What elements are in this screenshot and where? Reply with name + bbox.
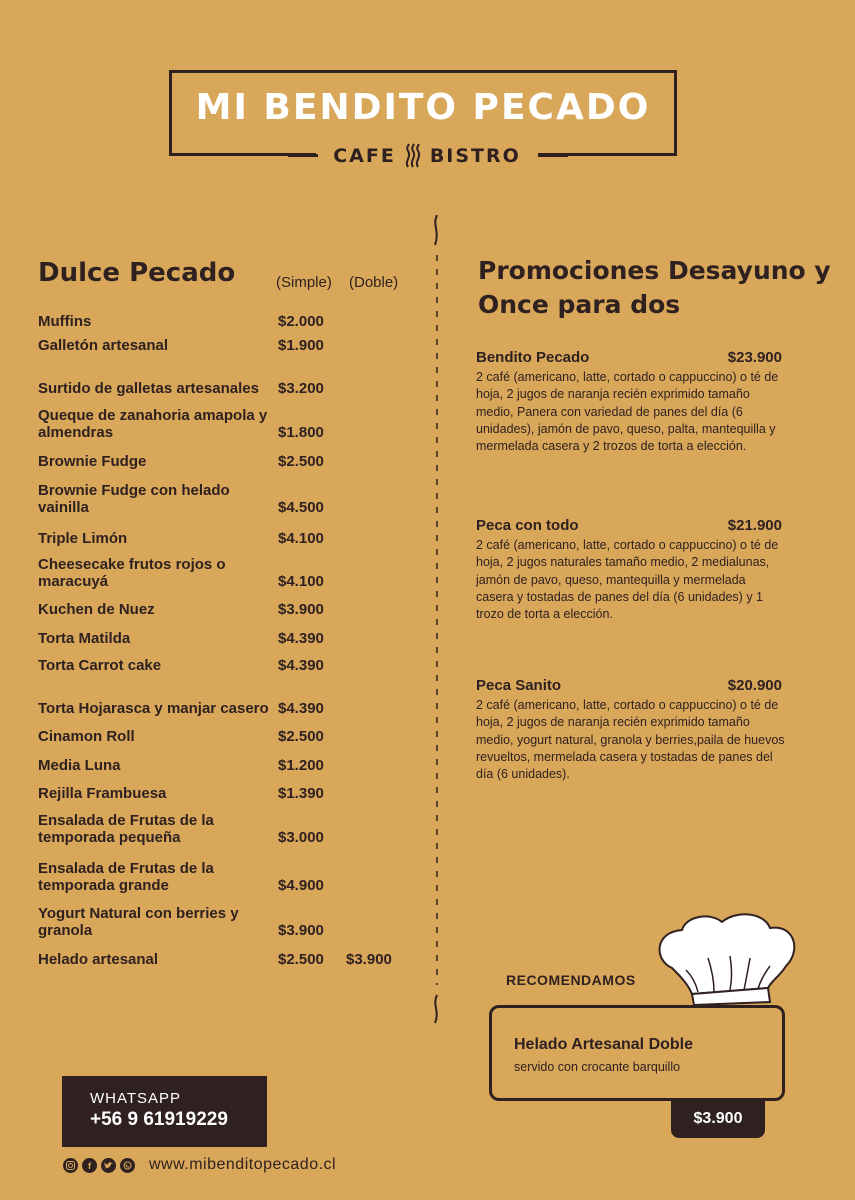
recommend-box [489, 1005, 785, 1101]
item-price-simple: $2.000 [278, 313, 324, 330]
logo-title: MI BENDITO PECADO [195, 87, 651, 128]
item-name: Helado artesanal [38, 951, 159, 968]
item-name: Queque de zanahoria amapola y almendras [38, 407, 268, 441]
menu-item [38, 782, 418, 802]
item-name: Surtido de galletas artesanales [38, 380, 259, 397]
item-price-simple: $4.100 [278, 573, 324, 590]
dulce-pecado-title: Dulce Pecado [38, 258, 236, 288]
chef-hat-icon [652, 910, 802, 1005]
promo-price: $20.900 [727, 677, 782, 694]
logo-subtitle [316, 143, 538, 169]
menu-item [38, 450, 418, 470]
item-name: Ensalada de Frutas de la temporada pequeña [38, 812, 214, 846]
menu-item [38, 334, 418, 354]
menu-item [38, 754, 418, 774]
item-price-simple: $4.900 [278, 877, 324, 894]
item-name: Cinamon Roll [38, 728, 135, 745]
whatsapp-number[interactable]: +56 9 61919229 [90, 1109, 228, 1130]
item-price-simple: $4.390 [278, 630, 324, 647]
item-price-simple: $1.390 [278, 785, 324, 802]
menu-item [38, 857, 418, 894]
item-name: Media Luna [38, 757, 121, 774]
whatsapp-icon[interactable] [120, 1158, 135, 1173]
promo-card [476, 676, 786, 783]
item-name: Torta Hojarasca y manjar casero [38, 700, 269, 717]
whatsapp-box[interactable] [62, 1076, 267, 1147]
column-divider [431, 215, 443, 1025]
menu-item [38, 310, 418, 330]
facebook-icon[interactable]: f [82, 1158, 97, 1173]
item-price-simple: $4.390 [278, 700, 324, 717]
recommend-label: RECOMENDAMOS [506, 972, 636, 988]
item-price-simple: $2.500 [278, 728, 324, 745]
item-name: Triple Limón [38, 530, 128, 547]
menu-item [38, 479, 418, 516]
promo-name: Bendito Pecado [476, 349, 590, 366]
item-price-simple: $2.500 [278, 951, 324, 968]
logo-sub-bistro: BISTRO [429, 145, 521, 167]
item-price-simple: $4.100 [278, 530, 324, 547]
item-price-simple: $3.900 [278, 601, 324, 618]
steam-icon [402, 143, 424, 169]
promo-description: 2 café (americano, latte, cortado o cappuccino) o té de hoja, 2 jugos de naranja recién exprimido tamaño medio, Panera con variedad de panes del día (6 unidades), jamón de pavo, queso, palta, mantequilla y mermelada casera y 2 trozos de torta a elección. [476, 370, 779, 454]
item-price-simple: $4.500 [278, 499, 324, 516]
promo-name: Peca Sanito [476, 677, 562, 694]
recommend-item-name: Helado Artesanal Doble [514, 1036, 694, 1053]
item-name: Kuchen de Nuez [38, 601, 155, 618]
logo-line-right [538, 154, 568, 158]
item-name: Brownie Fudge con helado vainilla [38, 482, 230, 516]
item-name: Cheesecake frutos rojos o maracuyá [38, 556, 226, 590]
promo-description: 2 café (americano, latte, cortado o cappuccino) o té de hoja, 2 jugos de naranja recién exprimido tamaño medio, yogurt natural, granola y berries,paila de huevos revueltos, mermelada casera y tostadas de panes del día (6 unidades). [476, 698, 785, 782]
menu-item [38, 902, 418, 939]
menu-item [38, 527, 418, 547]
promociones-title: Promociones Desayuno y Once para dos [478, 256, 831, 319]
item-name: Galletón artesanal [38, 337, 169, 354]
promo-description: 2 café (americano, latte, cortado o cappuccino) o té de hoja, 2 jugos naturales tamaño medio, 2 medialunas, jamón de pavo, queso, mantequilla y mermelada casera y tostadas de panes del día (6 unidades) y 1 trozo de torta a elección. [476, 538, 779, 622]
item-price-simple: $3.900 [278, 922, 324, 939]
item-name: Torta Carrot cake [38, 657, 162, 674]
item-price-simple: $3.200 [278, 380, 324, 397]
item-price-doble: $3.900 [346, 951, 392, 968]
item-price-simple: $4.390 [278, 657, 324, 674]
promo-price: $21.900 [727, 517, 782, 534]
item-price-simple: $2.500 [278, 453, 324, 470]
menu-item [38, 680, 418, 717]
item-price-simple: $1.900 [278, 337, 324, 354]
col-simple-header: (Simple) [276, 274, 332, 291]
item-name: Torta Matilda [38, 630, 131, 647]
menu-item [38, 598, 418, 618]
menu-item [38, 809, 418, 846]
promo-card [476, 516, 786, 623]
item-name: Ensalada de Frutas de la temporada grande [38, 860, 214, 894]
twitter-icon[interactable] [101, 1158, 116, 1173]
menu-item [38, 553, 418, 590]
menu-item [38, 948, 418, 968]
promo-name: Peca con todo [476, 517, 579, 534]
social-icons [63, 1158, 135, 1173]
col-doble-header: (Doble) [349, 274, 399, 291]
item-price-simple: $3.000 [278, 829, 324, 846]
recommend-item-desc: servido con crocante barquillo [514, 1060, 681, 1074]
promo-card [476, 348, 786, 455]
instagram-icon[interactable] [63, 1158, 78, 1173]
promo-price: $23.900 [727, 349, 782, 366]
item-name: Brownie Fudge [38, 453, 147, 470]
item-name: Rejilla Frambuesa [38, 785, 167, 802]
menu-item [38, 360, 418, 397]
menu-item [38, 627, 418, 647]
item-price-simple: $1.800 [278, 424, 324, 441]
item-name: Muffins [38, 313, 92, 330]
logo-sub-cafe: CAFE [333, 145, 396, 167]
item-name: Yogurt Natural con berries y granola [38, 905, 239, 939]
website-link[interactable]: www.mibenditopecado.cl [149, 1156, 337, 1173]
whatsapp-label: WHATSAPP [90, 1090, 182, 1107]
item-price-simple: $1.200 [278, 757, 324, 774]
menu-item [38, 654, 418, 674]
menu-item [38, 404, 418, 441]
logo-line-left [288, 154, 318, 158]
recommend-price-tag: $3.900 [671, 1100, 765, 1138]
menu-item [38, 725, 418, 745]
